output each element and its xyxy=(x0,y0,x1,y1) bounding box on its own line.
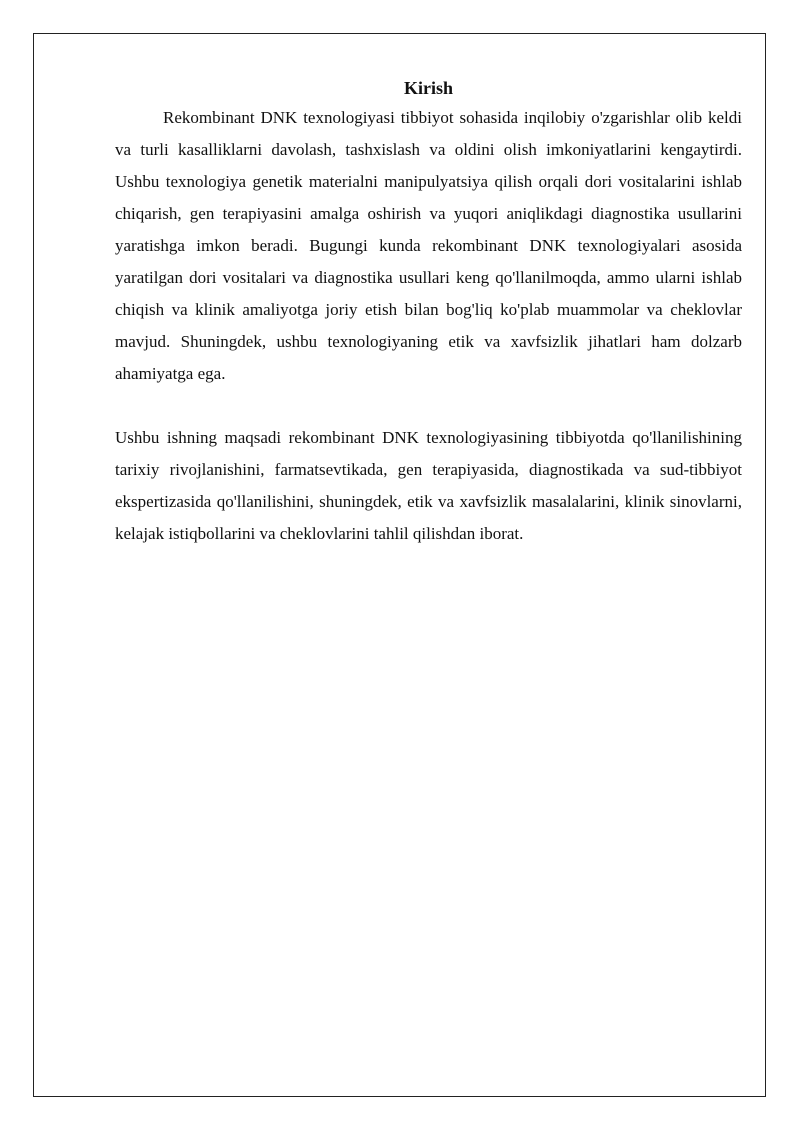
document-body xyxy=(115,76,742,550)
section-title: Kirish xyxy=(403,78,453,98)
paragraph-goal: Ushbu ishning maqsadi rekombinant DNK texnologiyasining tibbiyotda qo'llanilishining tarixiy rivojlanishini, farmatsevtikada, gen terapiyasida, diagnostikada va sud-tibbiyot ekspertizasida qo'llanilishini, shuningdek, etik va xavfsizlik masalalarini, klinik sinovlarni, kelajak istiqbollarini va cheklovlarini tahlil qilishdan iborat. xyxy=(115,428,742,543)
paragraph-spacer xyxy=(115,390,742,422)
paragraph-intro: Rekombinant DNK texnologiyasi tibbiyot sohasida inqilobiy o'zgarishlar olib keldi va turli kasalliklarni davolash, tashxislash va oldini olish imkoniyatlarini kengaytirdi. Ushbu texnologiya genetik materialni manipulyatsiya qilish orqali dori vositalarini ishlab chiqarish, gen terapiyasini amalga oshirish va yuqori aniqlikdagi diagnostika usullarini yaratishga imkon beradi. Bugungi kunda rekombinant DNK texnologiyalari asosida yaratilgan dori vositalari va diagnostika usullari keng qo'llanilmoqda, ammo ularni ishlab chiqish va klinik amaliyotga joriy etish bilan bog'liq ko'plab muammolar va cheklovlar mavjud. Shuningdek, ushbu texnologiyaning etik va xavfsizlik jihatlari ham dolzarb ahamiyatga ega. xyxy=(115,108,742,383)
